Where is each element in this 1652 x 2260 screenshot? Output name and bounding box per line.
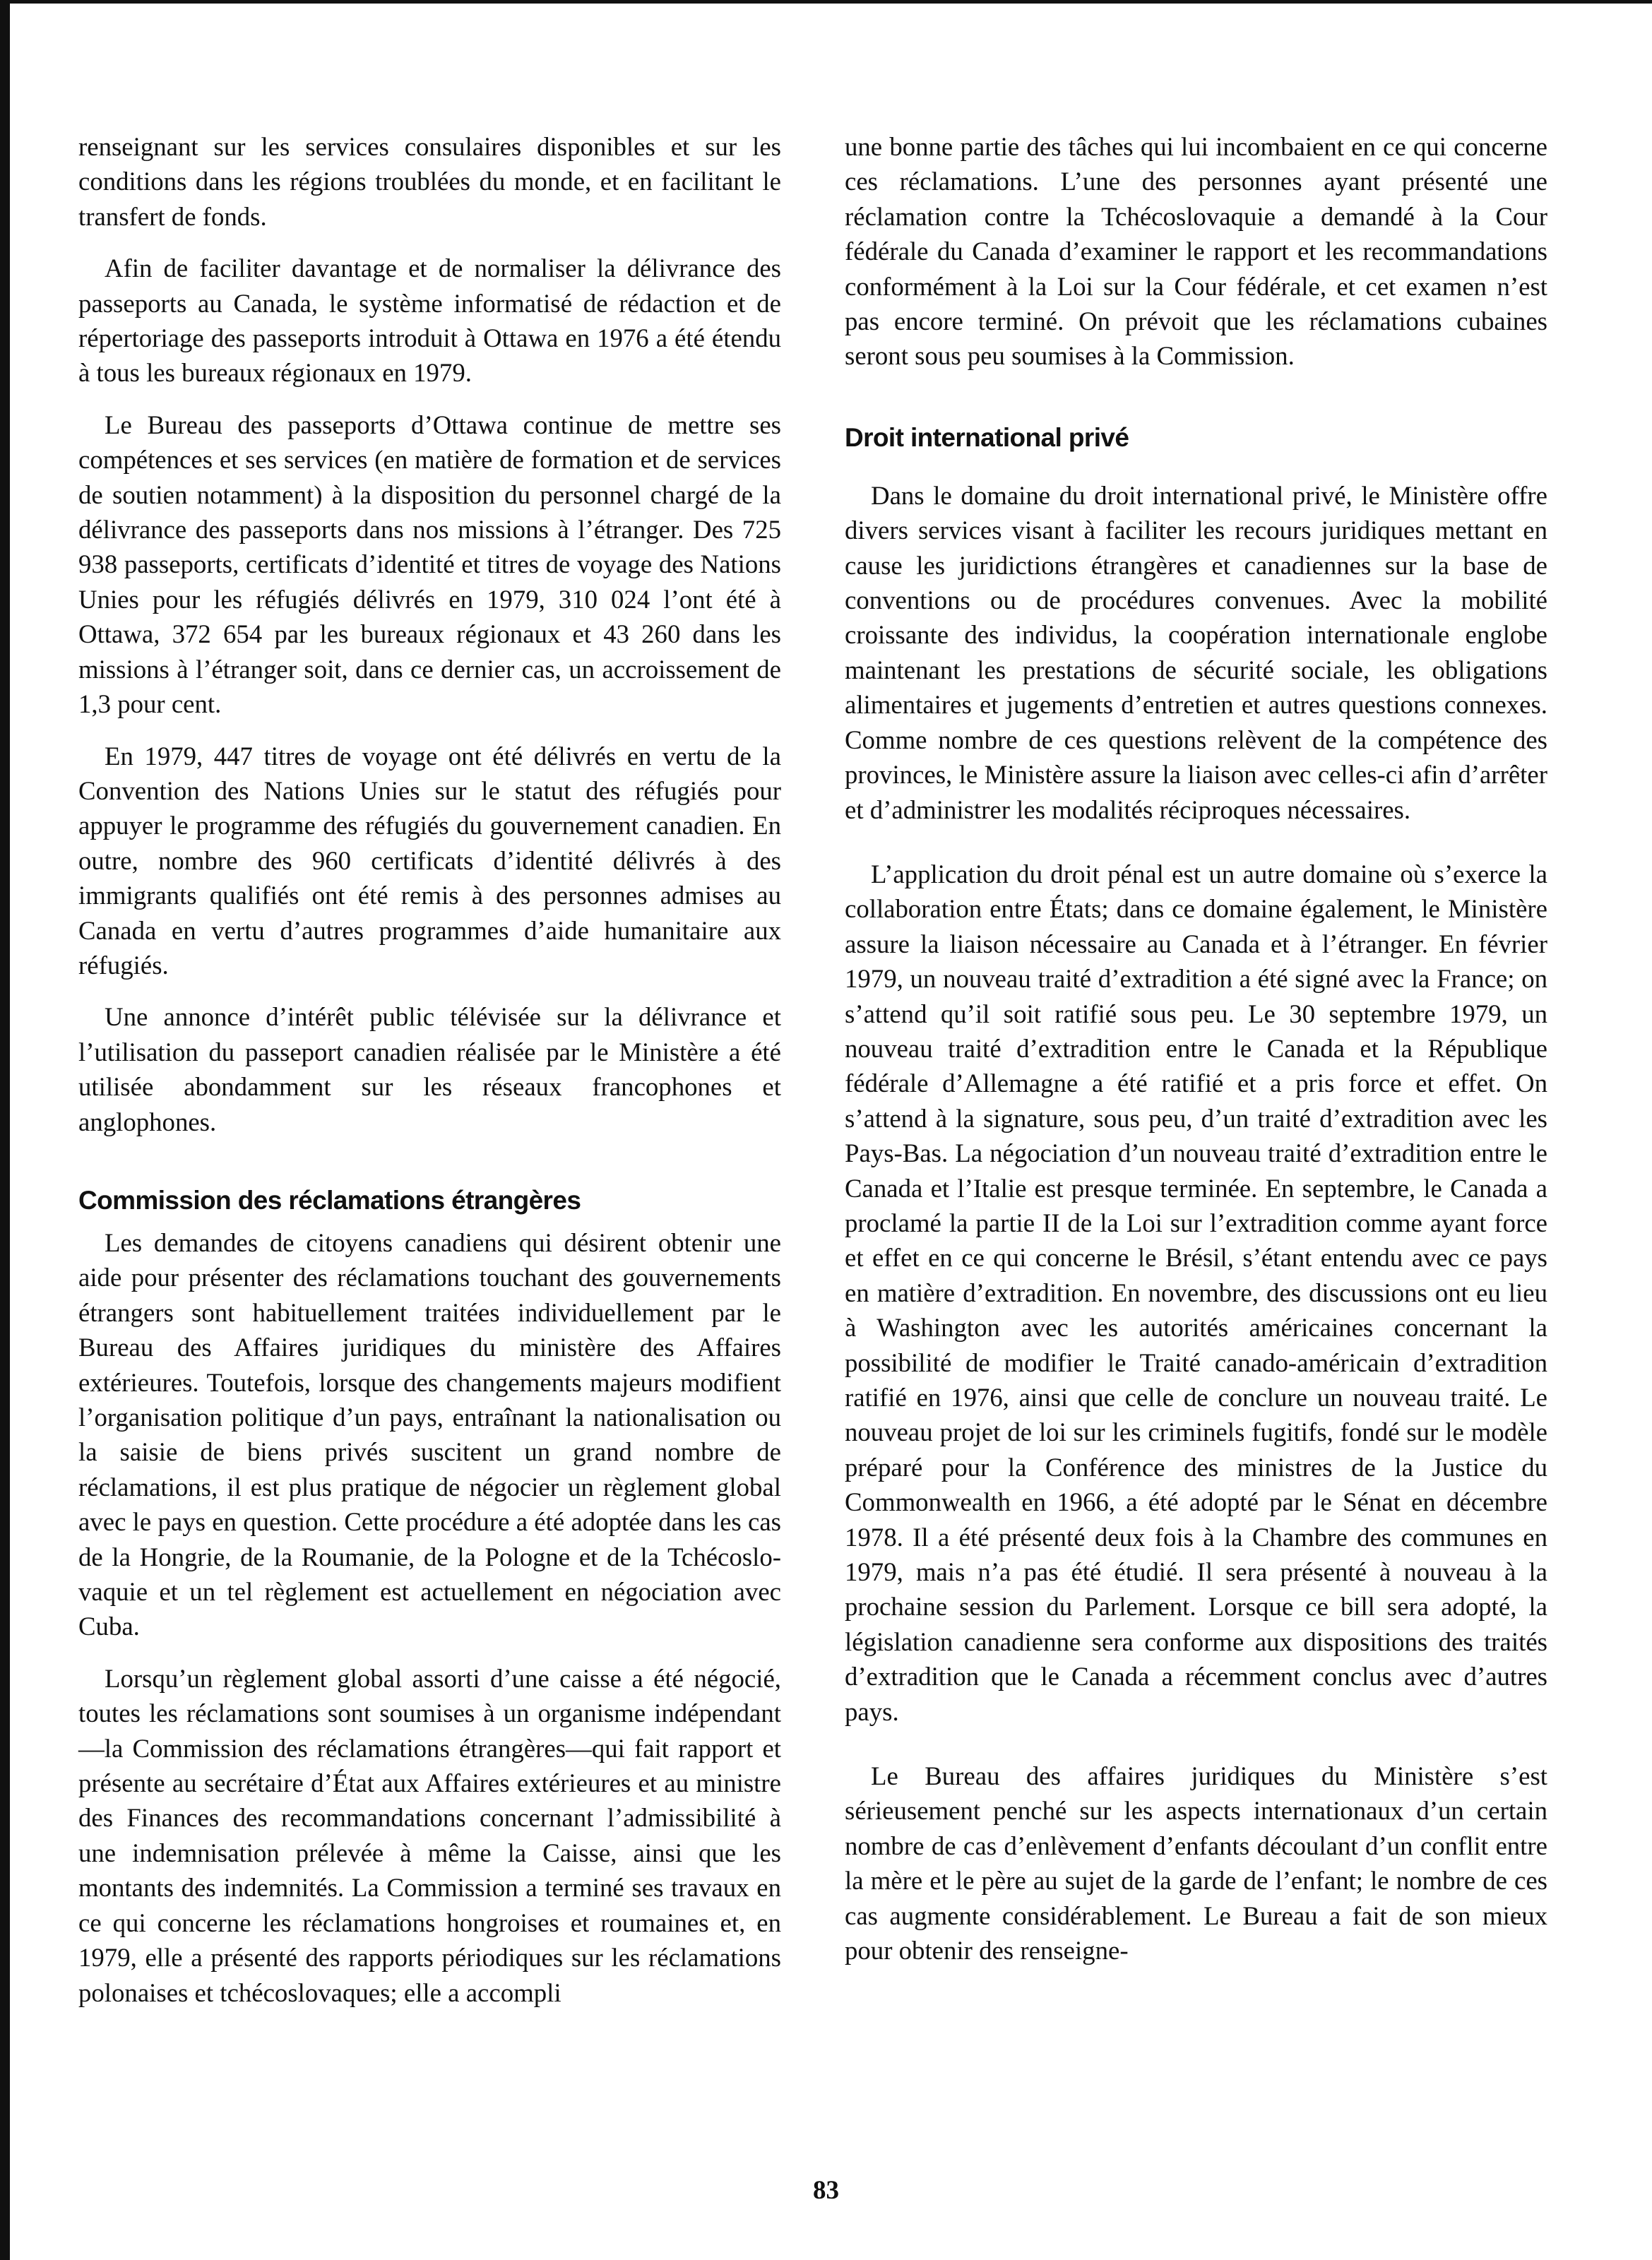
paragraph: Afin de faciliter davantage et de normaliser la délivrance des passeports au Canada, le système informatisé de rédaction et de répertoriage des passeports introduit à Ottawa en 1976 a été étendu à tous les bureaux régionaux en 1979. <box>78 254 781 388</box>
paragraph: renseignant sur les services consulaires disponibles et sur les conditions dans les régions troublées du monde, et en facilitant le transfert de fonds. <box>78 132 781 231</box>
scan-edge-top <box>0 0 1652 4</box>
scan-edge-left <box>0 0 10 2260</box>
paragraph: En 1979, 447 titres de voyage ont été délivrés en vertu de la Convention des Nations Unies sur le statut des réfugiés pour appuyer le programme des réfugiés du gouvernement canadien. En outre, nombre des 960 certificats d’identité délivrés à des immigrants qualifiés ont été remis à des personnes admises au Canada en vertu d’autres programmes d’aide humanitaire aux réfugiés. <box>78 741 781 980</box>
right-column <box>845 129 1547 1985</box>
paragraph: une bonne partie des tâches qui lui incombaient en ce qui concerne ces réclamations. L’une des personnes ayant présenté une réclamation contre la Tchécoslovaquie a demandé à la Cour fédérale du Canada d’examiner le rapport et les recommandations conformément à la Loi sur la Cour fédérale, et cet examen n’est pas encore terminé. On prévoit que les réclamations cubaines seront sous peu soumises à la Commission. <box>845 132 1547 371</box>
paragraph: Une annonce d’intérêt public télévisée sur la délivrance et l’utilisation du passeport canadien réalisée par le Ministère a été utilisée abondamment sur les réseaux francophones et anglophones. <box>78 1002 781 1136</box>
paragraph: Lorsqu’un règlement global assorti d’une caisse a été négocié, toutes les réclamations sont soumises à un organisme indépendant—la Commission des réclamations étrangères—qui fait rapport et présente au secrétaire d’État aux Affaires extérieures et au ministre des Finances des recommandations concernant l’admissibilité à une indemnisation prélevée à même la Caisse, ainsi que les montants des indemnités. La Commission a terminé ses travaux en ce qui concerne les réclamations hongroises et roumaines et, en 1979, elle a présenté des rapports périodiques sur les réclamations polonaises et tchécoslovaques; elle a accompli <box>78 1663 781 2007</box>
section-heading-private-international-law: Droit international privé <box>845 422 1129 452</box>
left-column <box>78 129 781 2027</box>
section-heading-foreign-claims: Commission des réclamations étrangères <box>78 1185 581 1215</box>
paragraph: Les demandes de citoyens canadiens qui désirent obtenir une aide pour présenter des réclamations touchant des gouvernements étrangers sont habituellement traitées individuellement par le Bureau des Affaires juridiques du ministère des Affaires extérieures. Toutefois, lorsque des changements majeurs modifient l’organisation politique d’un pays, entraînant la nationalisation ou la saisie de biens privés suscitent un grand nombre de réclamations, il est plus pratique de négocier un règlement global avec le pays en question. Cette procédure a été adoptée dans les cas de la Hongrie, de la Roumanie, de la Pologne et de la Tchécoslovaquie et un tel règlement est actuellement en négociation avec Cuba. <box>78 1227 781 1641</box>
paragraph: L’application du droit pénal est un autre domaine où s’exerce la collaboration entre États; dans ce domaine également, le Ministère assure la liaison nécessaire au Canada et à l’étranger. En février 1979, un nouveau traité d’extradition a été signé avec la France; on s’attend qu’il soit ratifié sous peu. Le 30 septembre 1979, un nouveau traité d’extradition entre le Canada et la République fédérale d’Allemagne a été ratifié et a pris force et effet. On s’attend à la signature, sous peu, d’un traité d’extradition avec les Pays-Bas. La négociation d’un nouveau traité d’extradition entre le Canada et l’Italie est presque terminée. En septembre, le Canada a proclamé la partie II de la Loi sur l’extradition comme ayant force et effet en ce qui concerne le Brésil, s’étant entendu avec ce pays en matière d’extradition. En novembre, des discussions ont eu lieu à Washington avec les autorités américaines concernant la possibilité de modifier le Traité canado-américain d’extradition ratifié en 1976, ainsi que celle de conclure un nouveau traité. Le nouveau projet de loi sur les criminels fugitifs, fondé sur le modèle préparé pour la Conférence des ministres de la Justice du Commonwealth en 1966, a été adopté par le Sénat en décembre 1978. Il a été présenté deux fois à la Chambre des communes en 1979, mais n’a pas été étudié. Il sera présenté à nouveau à la prochaine session du Parlement. Lorsque ce bill sera adopté, la législation canadienne sera conforme aux dispositions des traités d’extradition que le Canada a récemment conclus avec d’autres pays. <box>845 859 1547 1726</box>
paragraph: Le Bureau des passeports d’Ottawa continue de mettre ses compétences et ses services (en matière de formation et de services de soutien notamment) à la disposition du personnel chargé de la délivrance des passeports dans nos missions à l’étranger. Des 725 938 passeports, certificats d’identité et titres de voyage des Nations Unies pour les réfugiés délivrés en 1979, 310 024 l’ont été à Ottawa, 372 654 par les bureaux régionaux et 43 260 dans les missions à l’étranger soit, dans ce dernier cas, un accroissement de 1,3 pour cent. <box>78 410 781 719</box>
page-number: 83 <box>813 2176 839 2205</box>
paragraph: Dans le domaine du droit international privé, le Ministère offre divers services visant à faciliter les recours juridiques mettant en cause les juridictions étrangères et canadiennes sur la base de conventions ou de procédures convenues. Avec la mobilité croissante des individus, la coopération internationale englobe maintenant les prestations de sécurité sociale, les obligations alimentaires et jugements d’entretien et autres questions connexes. Comme nombre de ces questions relèvent de la compétence des provinces, le Ministère assure la liaison avec celles-ci afin d’arrêter et d’administrer les modalités réciproques nécessaires. <box>845 480 1547 824</box>
paragraph: Le Bureau des affaires juridiques du Ministère s’est sérieusement penché sur les aspects internationaux d’un certain nombre de cas d’enlèvement d’enfants découlant d’un conflit entre la mère et le père au sujet de la garde de l’enfant; le nombre de ces cas augmente considérablement. Le Bureau a fait de son mieux pour obtenir des renseigne- <box>845 1761 1547 1965</box>
